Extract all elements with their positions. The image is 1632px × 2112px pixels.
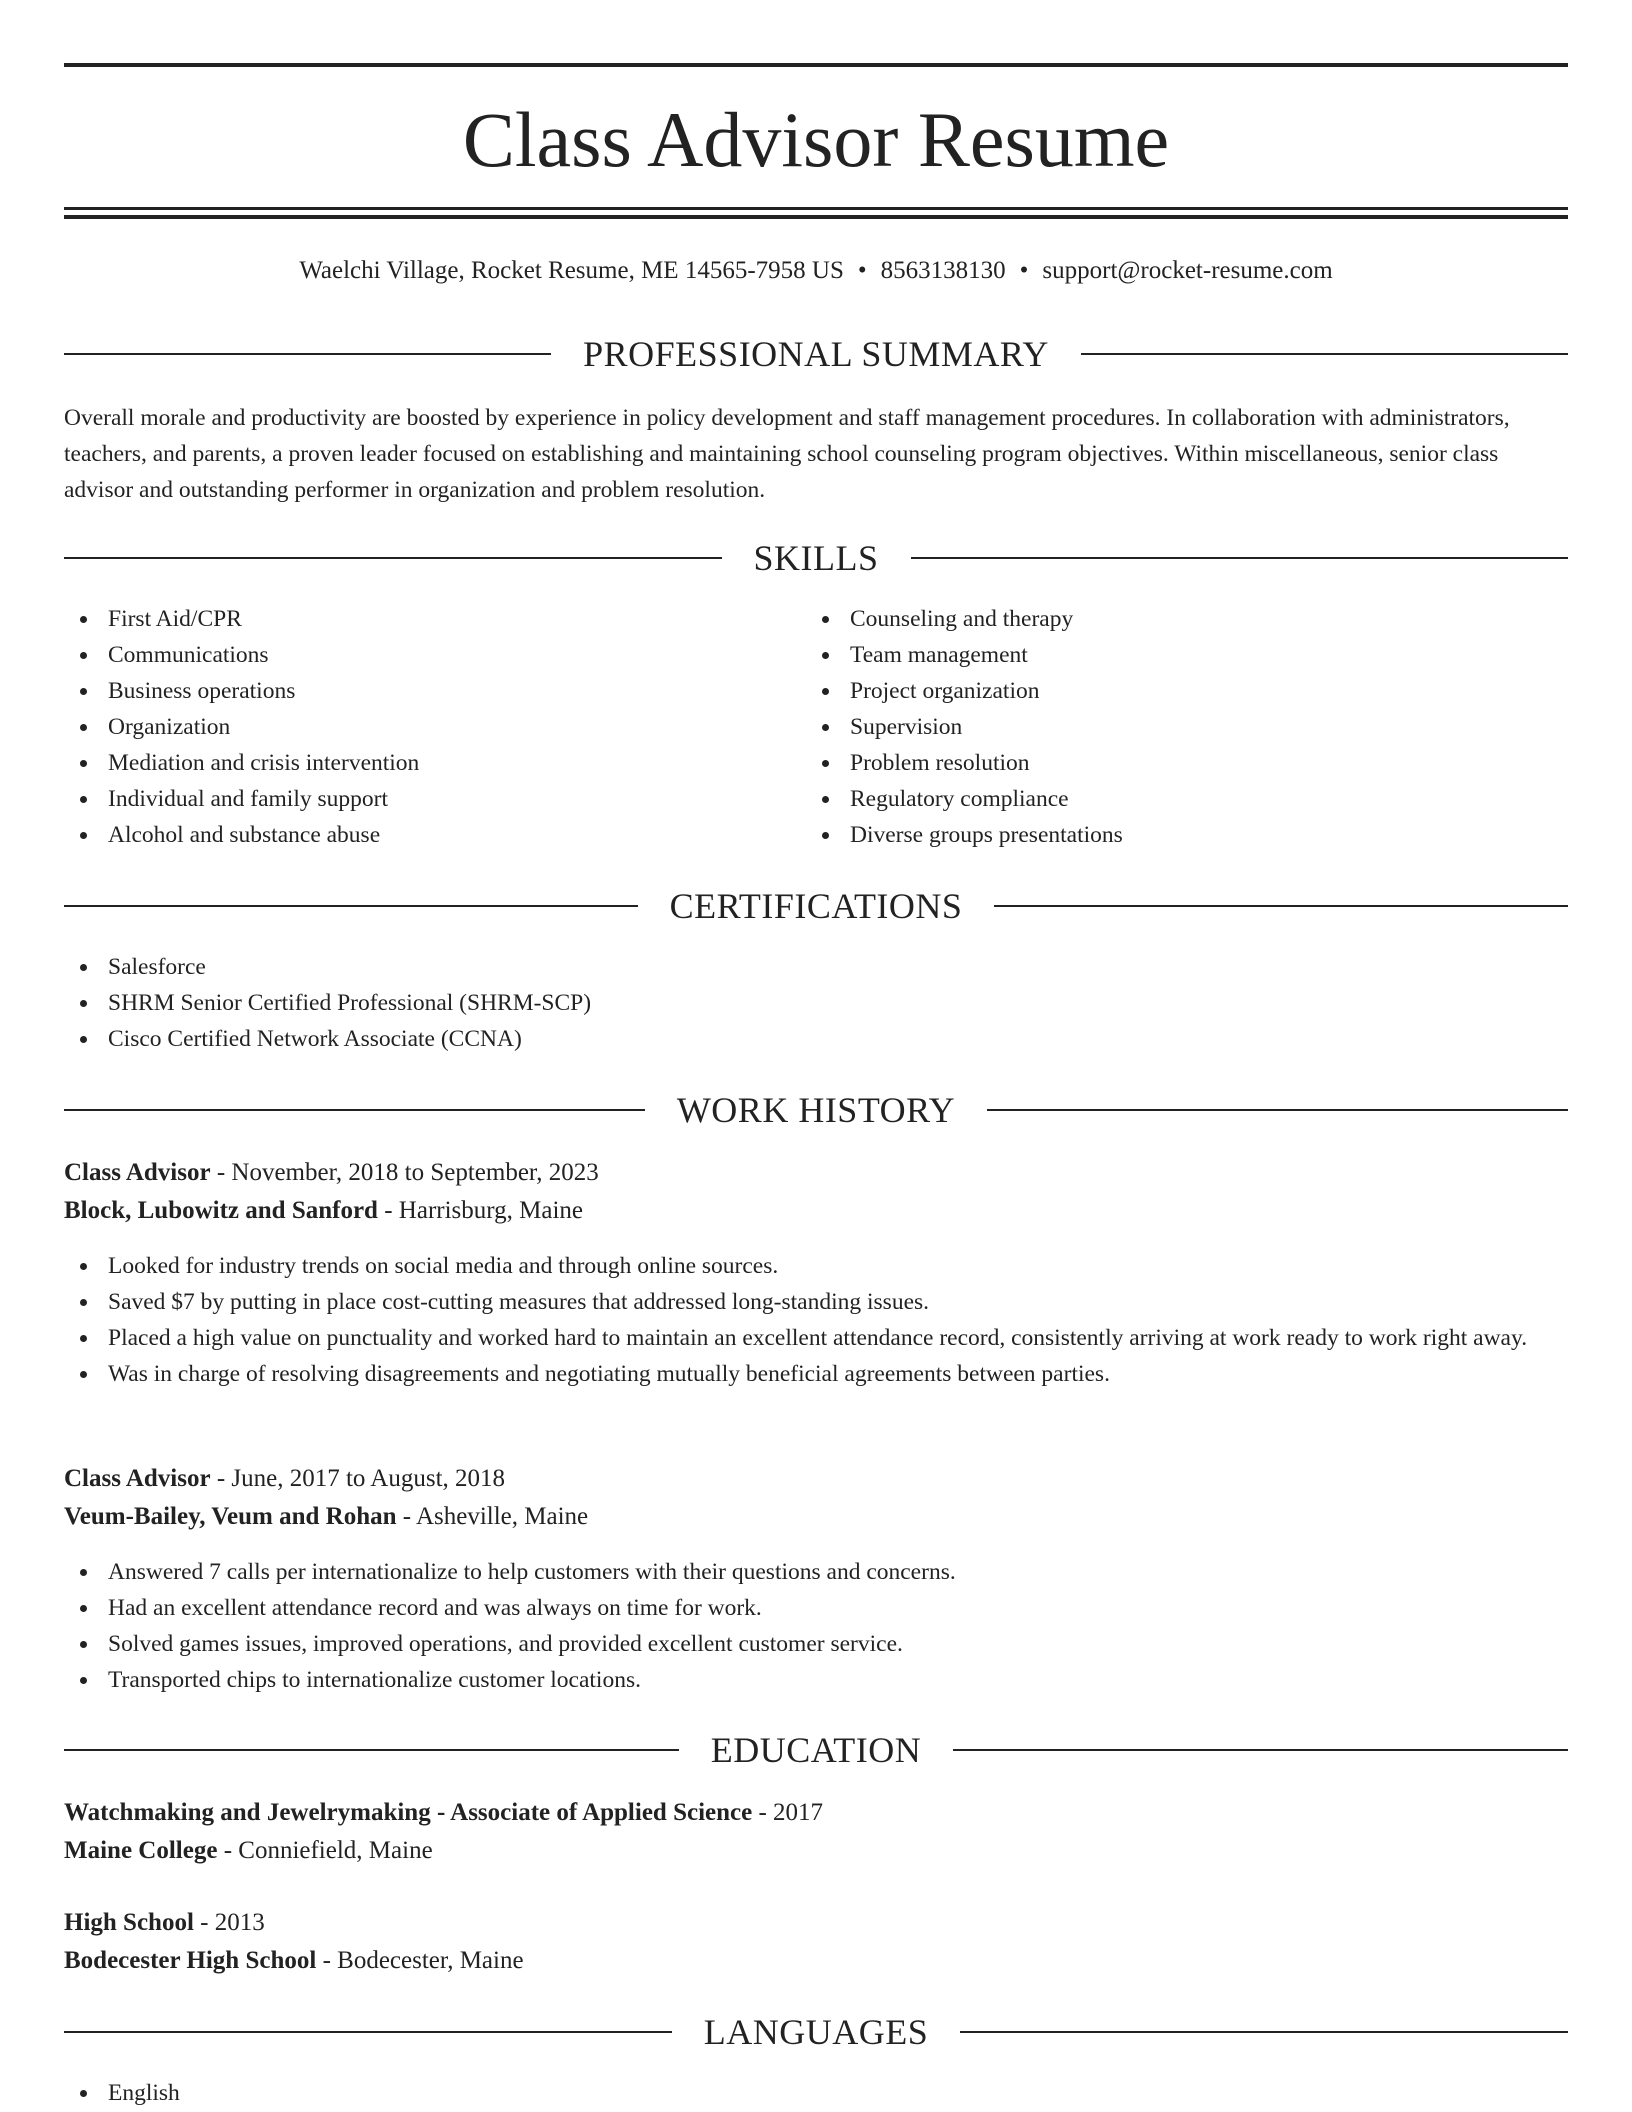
skill-item: Mediation and crisis intervention — [64, 745, 804, 781]
job-bullets — [64, 1248, 1568, 1392]
heading-rule — [987, 1109, 1568, 1111]
skills-list-left — [64, 601, 804, 853]
job-company-line — [64, 1192, 1568, 1230]
skill-item: Problem resolution — [806, 745, 1566, 781]
job-bullet: Transported chips to internationalize customer locations. — [64, 1662, 1568, 1698]
heading-rule — [953, 1749, 1568, 1751]
top-rule — [64, 63, 1568, 67]
title-rule-lower — [64, 215, 1568, 219]
skill-item: Team management — [806, 637, 1566, 673]
work-heading — [64, 1086, 1568, 1134]
contact-address: Waelchi Village, Rocket Resume, ME 14565-7958 US — [299, 257, 844, 284]
job-dates: - June, 2017 to August, 2018 — [210, 1465, 506, 1492]
education-degree: Watchmaking and Jewelrymaking - Associate of Applied Science — [64, 1799, 753, 1826]
heading-rule — [64, 1109, 645, 1111]
job-company: Block, Lubowitz and Sanford — [64, 1197, 378, 1224]
job-title-line — [64, 1154, 1568, 1192]
skill-item: First Aid/CPR — [64, 601, 804, 637]
job-company: Veum-Bailey, Veum and Rohan — [64, 1503, 397, 1530]
skill-item: Diverse groups presentations — [806, 817, 1566, 853]
skill-item: Regulatory compliance — [806, 781, 1566, 817]
education-heading-label: EDUCATION — [710, 1730, 922, 1770]
certifications-list — [64, 949, 1568, 1057]
job-bullet: Was in charge of resolving disagreements and negotiating mutually beneficial agreements between parties. — [64, 1356, 1568, 1392]
education-school: Maine College — [64, 1837, 218, 1864]
summary-heading — [64, 330, 1568, 378]
job-bullet: Placed a high value on punctuality and worked hard to maintain an excellent attendance record, consistently arriving at work ready to work right away. — [64, 1320, 1568, 1356]
heading-rule — [64, 2031, 672, 2033]
skill-item: Supervision — [806, 709, 1566, 745]
job-bullet: Saved $7 by putting in place cost-cutting measures that addressed long-standing issues. — [64, 1284, 1568, 1320]
heading-rule — [64, 353, 551, 355]
skill-item: Organization — [64, 709, 804, 745]
education-year: - 2013 — [193, 1909, 265, 1936]
certification-item: Cisco Certified Network Associate (CCNA) — [64, 1021, 1568, 1057]
skill-item: Individual and family support — [64, 781, 804, 817]
job-bullets — [64, 1554, 1568, 1698]
heading-rule — [1081, 353, 1568, 355]
job-title: Class Advisor — [64, 1159, 211, 1186]
contact-separator: • — [1019, 257, 1029, 284]
job-bullet: Had an excellent attendance record and was always on time for work. — [64, 1590, 1568, 1626]
skill-item: Alcohol and substance abuse — [64, 817, 804, 853]
skills-heading — [64, 534, 1568, 582]
languages-heading-label: LANGUAGES — [703, 2012, 929, 2052]
languages-list — [64, 2075, 1568, 2111]
skills-heading-label: SKILLS — [753, 538, 879, 578]
title-rule-upper — [64, 207, 1568, 210]
job-title: Class Advisor — [64, 1465, 211, 1492]
job-dates: - November, 2018 to September, 2023 — [210, 1159, 599, 1186]
heading-rule — [64, 905, 638, 907]
education-school-line — [64, 1942, 1568, 1980]
skills-list-right — [806, 601, 1566, 853]
job-bullet: Answered 7 calls per internationalize to help customers with their questions and concerns. — [64, 1554, 1568, 1590]
heading-rule — [64, 557, 722, 559]
job-location: - Asheville, Maine — [396, 1503, 589, 1530]
summary-heading-label: PROFESSIONAL SUMMARY — [583, 334, 1049, 374]
heading-rule — [994, 905, 1568, 907]
contact-phone[interactable]: 8563138130 — [880, 257, 1006, 284]
certifications-heading — [64, 882, 1568, 930]
education-year: - 2017 — [752, 1799, 824, 1826]
education-school-line — [64, 1832, 1568, 1870]
education-heading — [64, 1726, 1568, 1774]
education-location: - Bodecester, Maine — [316, 1947, 524, 1974]
language-item: English — [64, 2075, 1568, 2111]
certification-item: SHRM Senior Certified Professional (SHRM-SCP) — [64, 985, 1568, 1021]
education-degree: High School — [64, 1909, 194, 1936]
job-location: - Harrisburg, Maine — [377, 1197, 584, 1224]
job-bullet: Solved games issues, improved operations, and provided excellent customer service. — [64, 1626, 1568, 1662]
contact-separator: • — [857, 257, 867, 284]
page-title: Class Advisor Resume — [462, 96, 1170, 183]
skill-item: Project organization — [806, 673, 1566, 709]
summary-text: Overall morale and productivity are boosted by experience in policy development and staff management procedures. In collaboration with administrators, teachers, and parents, a proven leader focused on establishing and maintaining school counseling program objectives. Within miscellaneous, senior class advisor and outstanding performer in organization and problem resolution. — [64, 405, 1510, 503]
heading-rule — [960, 2031, 1568, 2033]
heading-rule — [911, 557, 1569, 559]
contact-email[interactable]: support@rocket-resume.com — [1042, 257, 1333, 284]
job-title-line — [64, 1460, 1568, 1498]
work-heading-label: WORK HISTORY — [676, 1090, 956, 1130]
heading-rule — [64, 1749, 679, 1751]
skill-item: Counseling and therapy — [806, 601, 1566, 637]
certifications-heading-label: CERTIFICATIONS — [669, 886, 963, 926]
education-degree-line — [64, 1904, 1568, 1942]
certification-item: Salesforce — [64, 949, 1568, 985]
job-bullet: Looked for industry trends on social media and through online sources. — [64, 1248, 1568, 1284]
skill-item: Business operations — [64, 673, 804, 709]
education-degree-line — [64, 1794, 1568, 1832]
job-company-line — [64, 1498, 1568, 1536]
languages-heading — [64, 2008, 1568, 2056]
education-location: - Conniefield, Maine — [217, 1837, 433, 1864]
skill-item: Communications — [64, 637, 804, 673]
contact-line — [64, 253, 1568, 289]
education-school: Bodecester High School — [64, 1947, 317, 1974]
